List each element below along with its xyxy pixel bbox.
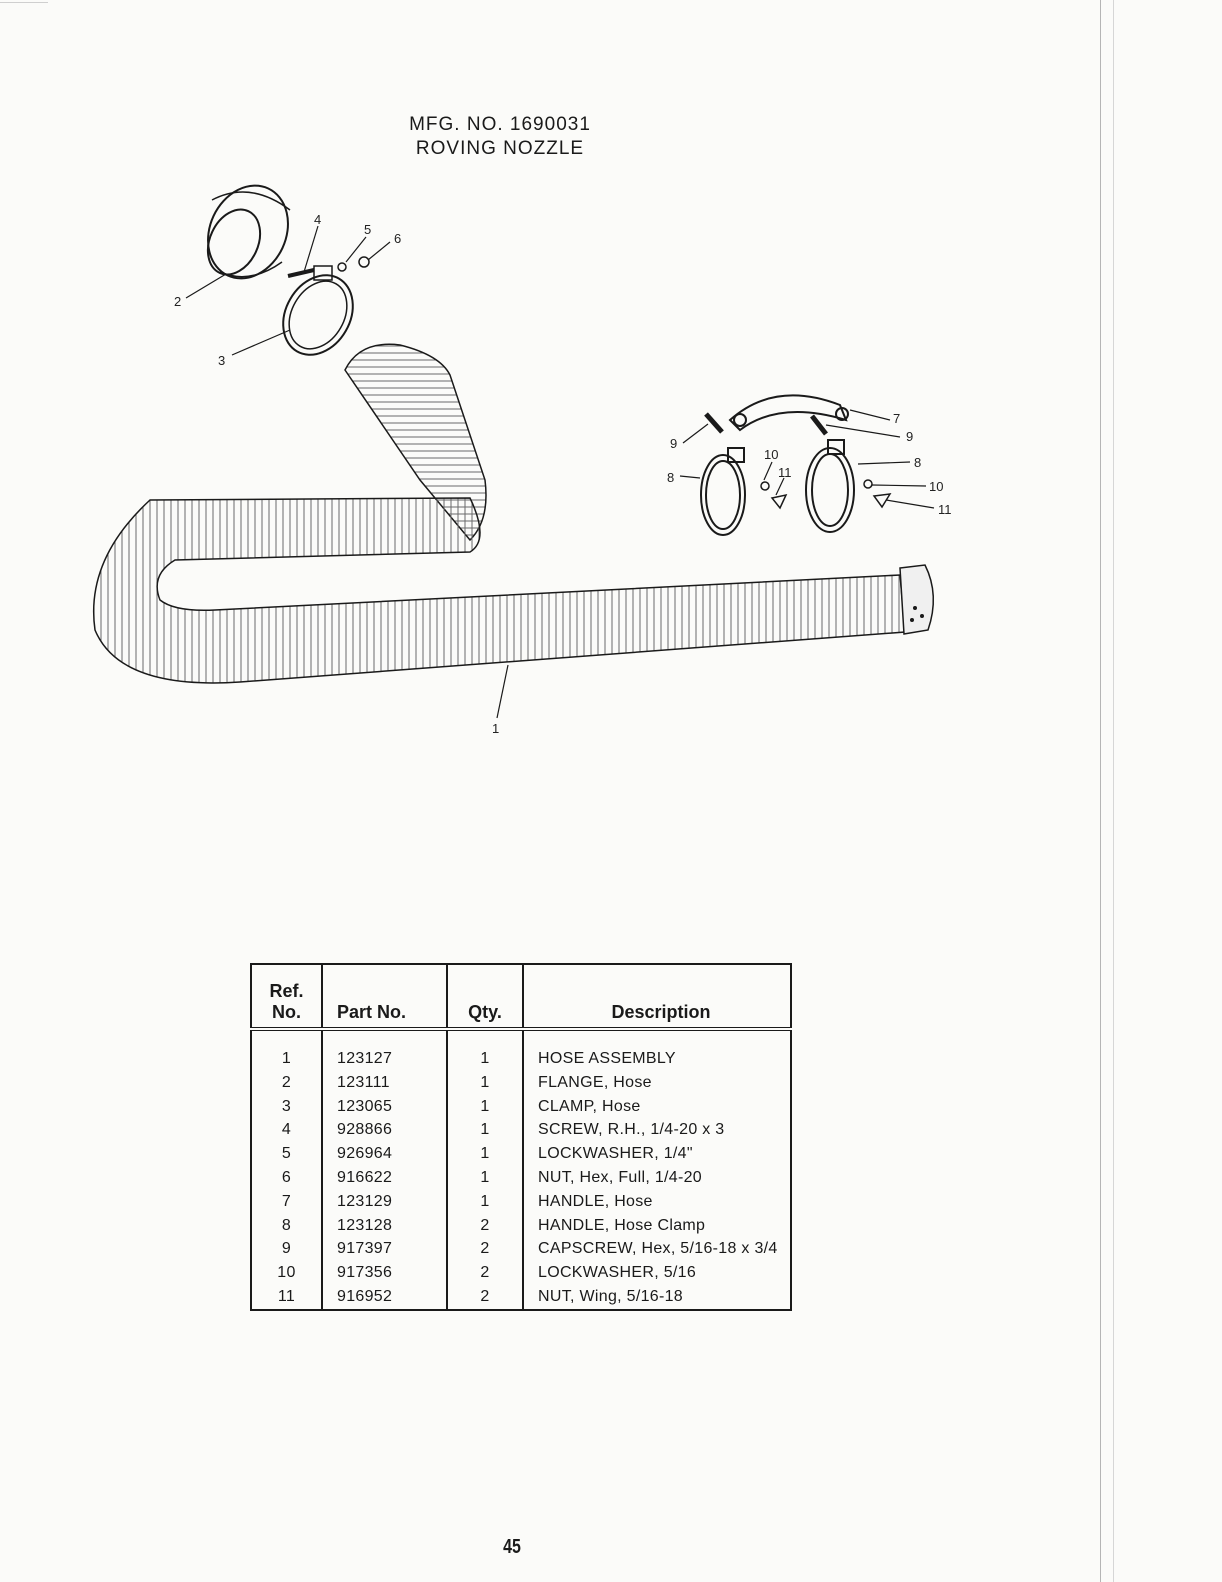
table-row — [251, 1071, 791, 1095]
callout-4: 4 — [314, 212, 322, 227]
capscrew-right-part — [812, 416, 826, 434]
qty-cell: 2 — [447, 1285, 523, 1310]
ref-cell: 4 — [251, 1118, 322, 1142]
description-cell: HANDLE, Hose Clamp — [523, 1214, 791, 1238]
hose-handle-part — [730, 395, 848, 430]
ref-cell: 6 — [251, 1166, 322, 1190]
part-cell: 916952 — [322, 1285, 447, 1310]
callout-8-right: 8 — [914, 455, 922, 470]
ref-cell: 11 — [251, 1285, 322, 1310]
description-cell: HANDLE, Hose — [523, 1190, 791, 1214]
description-cell: FLANGE, Hose — [523, 1071, 791, 1095]
part-cell: 123128 — [322, 1214, 447, 1238]
part-cell: 917356 — [322, 1261, 447, 1285]
ref-no-header — [251, 964, 322, 1029]
wing-nut-left-part — [772, 495, 786, 508]
qty-cell: 1 — [447, 1166, 523, 1190]
part-cell: 928866 — [322, 1118, 447, 1142]
callout-10-left: 10 — [764, 447, 779, 462]
description-cell: CAPSCREW, Hex, 5/16-18 x 3/4 — [523, 1237, 791, 1261]
ref-cell: 7 — [251, 1190, 322, 1214]
part-cell: 123129 — [322, 1190, 447, 1214]
callout-8-left: 8 — [667, 470, 675, 485]
callout-11-left: 11 — [778, 465, 792, 480]
table-row — [251, 1029, 791, 1071]
description-cell: CLAMP, Hose — [523, 1095, 791, 1119]
callout-9-left: 9 — [670, 436, 678, 451]
hose-assembly-part — [94, 344, 934, 683]
part-cell: 916622 — [322, 1166, 447, 1190]
parts-list-table — [250, 963, 792, 1311]
qty-cell: 1 — [447, 1071, 523, 1095]
exploded-parts-diagram — [0, 0, 1100, 760]
page-edge-line — [1100, 0, 1101, 1582]
qty-cell: 2 — [447, 1261, 523, 1285]
ref-cell: 2 — [251, 1071, 322, 1095]
part-no-header: Part No. — [322, 964, 447, 1029]
qty-cell: 1 — [447, 1095, 523, 1119]
table-row — [251, 1190, 791, 1214]
qty-cell: 2 — [447, 1214, 523, 1238]
callout-10-right: 10 — [929, 479, 944, 494]
description-cell: NUT, Wing, 5/16-18 — [523, 1285, 791, 1310]
hose-clamp-handle-right-part — [806, 440, 854, 532]
lockwasher-right-part — [864, 480, 872, 488]
part-cell: 926964 — [322, 1142, 447, 1166]
table-row — [251, 1095, 791, 1119]
description-header: Description — [523, 964, 791, 1029]
description-cell: HOSE ASSEMBLY — [523, 1029, 791, 1071]
qty-cell: 1 — [447, 1142, 523, 1166]
ref-cell: 1 — [251, 1029, 322, 1071]
table-row — [251, 1142, 791, 1166]
capscrew-left-part — [706, 414, 722, 432]
lockwasher-left-part — [761, 482, 769, 490]
callout-5: 5 — [364, 222, 372, 237]
callout-6: 6 — [394, 231, 402, 246]
callout-1: 1 — [492, 721, 500, 736]
qty-cell: 1 — [447, 1118, 523, 1142]
description-cell: LOCKWASHER, 1/4" — [523, 1142, 791, 1166]
hose-clamp-handle-left-part — [701, 448, 745, 535]
ref-cell: 9 — [251, 1237, 322, 1261]
ref-header-line2: No. — [272, 1002, 301, 1022]
table-header-row — [251, 964, 791, 1029]
callout-2: 2 — [174, 294, 182, 309]
table-row — [251, 1285, 791, 1310]
mfg-number-title: MFG. NO. 1690031 — [409, 114, 591, 135]
part-cell: 123065 — [322, 1095, 447, 1119]
table-row — [251, 1166, 791, 1190]
table-row — [251, 1261, 791, 1285]
qty-cell: 1 — [447, 1029, 523, 1071]
table-row — [251, 1214, 791, 1238]
ref-cell: 8 — [251, 1214, 322, 1238]
qty-cell: 2 — [447, 1237, 523, 1261]
qty-header: Qty. — [447, 964, 523, 1029]
callout-9-right: 9 — [906, 429, 914, 444]
table-row — [251, 1118, 791, 1142]
description-cell: NUT, Hex, Full, 1/4-20 — [523, 1166, 791, 1190]
ref-cell: 3 — [251, 1095, 322, 1119]
part-cell: 917397 — [322, 1237, 447, 1261]
description-cell: LOCKWASHER, 5/16 — [523, 1261, 791, 1285]
hose-flange-part — [193, 172, 302, 291]
callout-11-right: 11 — [938, 502, 952, 517]
ref-cell: 5 — [251, 1142, 322, 1166]
callout-7: 7 — [893, 411, 901, 426]
product-name-title: ROVING NOZZLE — [415, 138, 585, 159]
callout-3: 3 — [218, 353, 226, 368]
ref-cell: 10 — [251, 1261, 322, 1285]
part-cell: 123127 — [322, 1029, 447, 1071]
page-number: 45 — [503, 1536, 521, 1558]
hose-clamp-part — [269, 263, 366, 368]
page-edge-line-outer — [1113, 0, 1114, 1582]
ref-header-line1: Ref. — [269, 981, 304, 1001]
part-cell: 123111 — [322, 1071, 447, 1095]
table-row — [251, 1237, 791, 1261]
qty-cell: 1 — [447, 1190, 523, 1214]
description-cell: SCREW, R.H., 1/4-20 x 3 — [523, 1118, 791, 1142]
